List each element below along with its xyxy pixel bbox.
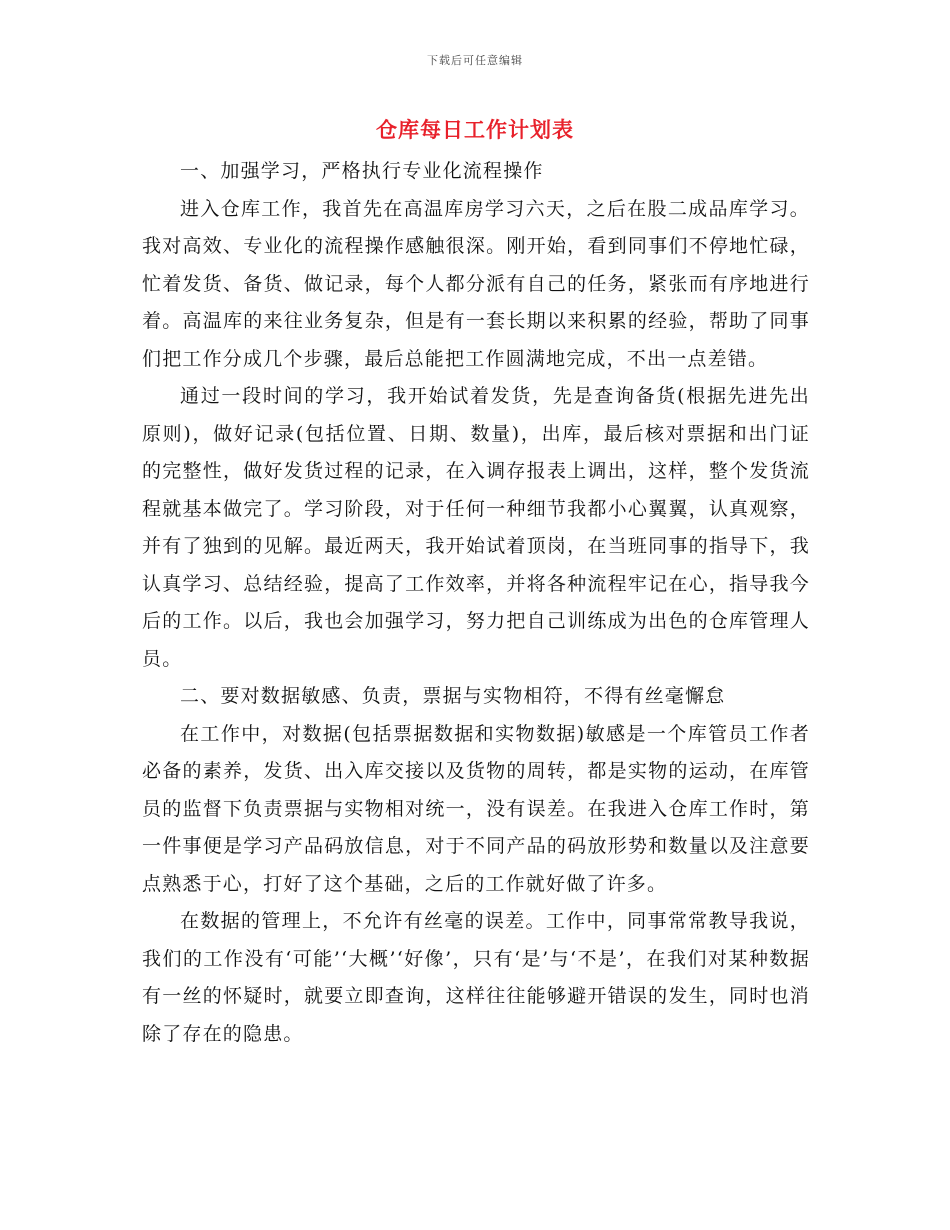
header-note: 下载后可任意编辑 xyxy=(427,54,523,67)
document-title: 仓库每日工作计划表 xyxy=(376,117,574,142)
paragraph-3: 在工作中，对数据(包括票据数据和实物数据)敏感是一个库管员工作者必备的素养，发货、出入库交接以及货物的周转，都是实物的运动，在库管员的监督下负责票据与实物相对统一，没有误差。在我进入仓库工作时，第一件事便是学习产品码放信息，对于不同产品的码放形势和数量以及注意要点熟悉于心，打好了这个基础，之后的工作就好做了许多。 xyxy=(142,722,810,895)
paragraph-2: 通过一段时间的学习，我开始试着发货，先是查询备货(根据先进先出原则)，做好记录(包括位置、日期、数量)，出库，最后核对票据和出门证的完整性，做好发货过程的记录，在入调存报表上调出，这样，整个发货流程就基本做完了。学习阶段，对于任何一种细节我都小心翼翼，认真观察，并有了独到的见解。最近两天，我开始试着顶岗，在当班同事的指导下，我认真学习、总结经验，提高了工作效率，并将各种流程牢记在心，指导我今后的工作。以后，我也会加强学习，努力把自己训练成为出色的仓库管理人员。 xyxy=(142,385,810,670)
section-heading-1: 一、加强学习，严格执行专业化流程操作 xyxy=(180,160,544,182)
paragraph-1: 进入仓库工作，我首先在高温库房学习六天，之后在股二成品库学习。我对高效、专业化的流程操作感触很深。刚开始，看到同事们不停地忙碌，忙着发货、备货、做记录，每个人都分派有自己的任务，紧张而有序地进行着。高温库的来往业务复杂，但是有一套长期以来积累的经验，帮助了同事们把工作分成几个步骤，最后总能把工作圆满地完成，不出一点差错。 xyxy=(142,197,810,370)
paragraph-4: 在数据的管理上，不允许有丝毫的误差。工作中，同事常常教导我说，我们的工作没有‘可能’‘大概’‘好像’，只有‘是’与‘不是’，在我们对某种数据有一丝的怀疑时，就要立即查询，这样往往能够避开错误的发生，同时也消除了存在的隐患。 xyxy=(142,910,810,1045)
section-heading-2: 二、要对数据敏感、负责，票据与实物相符，不得有丝毫懈怠 xyxy=(180,685,726,707)
document-body xyxy=(142,153,810,1053)
